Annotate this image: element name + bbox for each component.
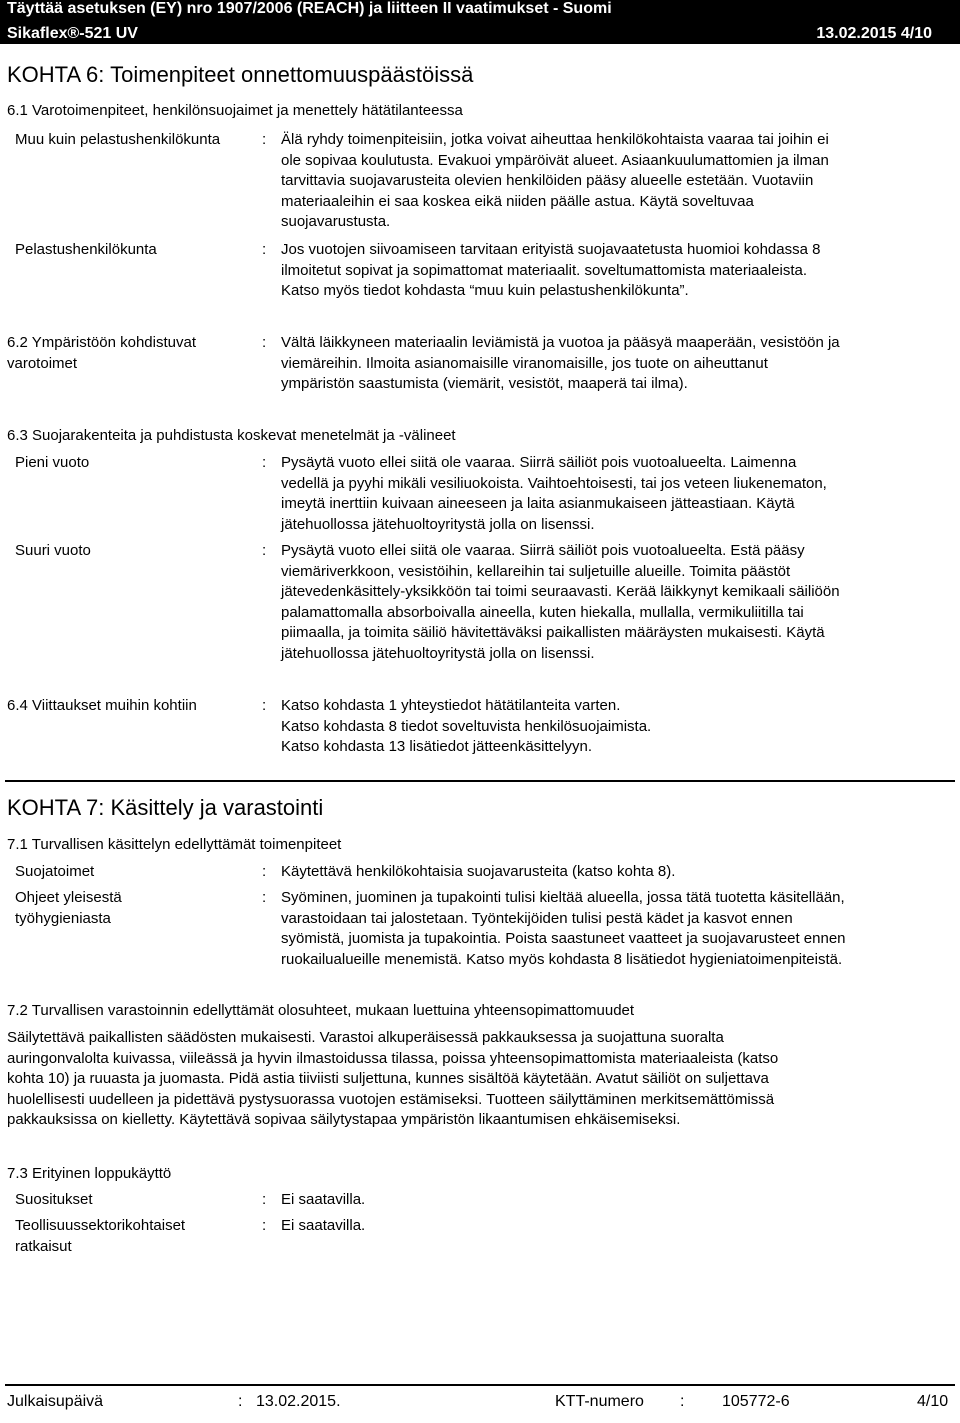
s63-label-small: Pieni vuoto (15, 454, 90, 471)
line: Syöminen, juominen ja tupakointi tulisi kieltää alueella, jossa tätä tuotetta käsitellään, (281, 889, 845, 906)
line: Säilytettävä paikallisten säädösten mukaisesti. Varastoi alkuperäisessä pakkauksessa ja suojattuna suoralta (7, 1029, 724, 1046)
colon: : (262, 454, 267, 471)
section7-title: KOHTA 7: Käsittely ja varastointi (7, 795, 324, 820)
footer-rule (5, 1384, 955, 1386)
line: viemäriverkkoon, vesistöihin, kellareihin tai suljetuille alueille. Toimita päästöt (281, 562, 791, 580)
colon: : (262, 863, 267, 880)
section6-title: KOHTA 6: Toimenpiteet onnettomuuspäästöissä (7, 62, 474, 87)
s61-text-emergency (281, 240, 951, 302)
s61-label-nonemergency: Muu kuin pelastushenkilökunta (15, 131, 221, 148)
s71-text-hygiene (281, 888, 951, 970)
line: palamattomalla absorboivalla aineella, kuten hiekalla, mullalla, vermikuliitilla tai (281, 603, 804, 621)
line: kohta 10) ja ruuasta ja juomasta. Pidä astia tiiviisti suljettuna, kunnes sisältöä käytetään. Avatut säiliöt on suljettava (7, 1070, 769, 1087)
regulation-header (0, 0, 960, 23)
colon: : (262, 334, 267, 351)
s62-label: 6.2 Ympäristöön kohdistuvat varotoimet (7, 334, 197, 372)
colon: : (262, 241, 267, 258)
line: ruokailualueille menemistä. Katso myös kohdasta 8 lisätiedot hygieniatoimenpiteistä. (281, 950, 843, 968)
s63-text-small (281, 453, 951, 535)
s71-label-protective: Suojatoimet (15, 863, 95, 880)
s71-text-protective (281, 862, 951, 883)
line: jätevedenkäsittely-yksikköön tai toimi seuraavasti. Kerää läikkynyt kemikaali säiliöön (281, 583, 840, 600)
section-rule (5, 780, 955, 782)
line: Jos vuotojen siivoamiseen tarvitaan erityistä suojavaatetusta huomioi kohdassa 8 (281, 241, 821, 258)
line: piimaalla, ja toimita säiliö hävitettäväksi paikallisten määräysten mukaisesti. Käytä (281, 624, 825, 641)
line: huolellisesti uudelleen ja pidettävä pystysuorassa vuotojen estämiseksi. Tuotteen säilyttäminen merkitsemättömissä (7, 1090, 775, 1108)
colon: : (262, 697, 267, 714)
line: vedellä ja pyyhi mikäli vesiliuokoista. Vaihtoehtoisesti, tai jos veteen liukenematon, (281, 474, 827, 492)
colon: : (262, 542, 267, 559)
footer-ktt-label: KTT-numero (555, 1393, 644, 1410)
footer-date-label: Julkaisupäivä (7, 1393, 104, 1410)
s71-label-hygiene: Ohjeet yleisestä työhygieniasta (15, 889, 122, 927)
line: Katso kohdasta 13 lisätiedot jätteenkäsittelyyn. (281, 738, 593, 755)
date-page: 13.02.2015 4/10 (816, 25, 932, 42)
s73-title: 7.3 Erityinen loppukäyttö (7, 1165, 172, 1182)
colon: : (262, 1191, 267, 1208)
regulation-text: Täyttää asetuksen (EY) nro 1907/2006 (REACH) ja liitteen II vaatimukset - Suomi (7, 0, 612, 17)
colon: : (238, 1393, 243, 1410)
line: ilmoitetut sopivat ja sopimattomat materiaalit. soveltumattomista materiaaleista. (281, 261, 808, 279)
s73-value-recommendations: Ei saatavilla. (281, 1191, 366, 1208)
line: Vältä läikkyneen materiaalin leviämistä ja vuotoa ja pääsyä maaperään, vesistöön ja (281, 334, 840, 351)
s62-text (281, 333, 951, 395)
product-name: Sikaflex®-521 UV (7, 25, 138, 42)
line: Käytettävä henkilökohtaisia suojavarusteita (katso kohta 8). (281, 863, 676, 880)
colon: : (262, 1217, 267, 1234)
s72-text (7, 1028, 952, 1131)
line: tarvittavia suojavarusteita olevien henkilöiden pääsy alueelle estetään. Vuotaviin (281, 172, 814, 189)
s63-text-large (281, 541, 951, 664)
s61-text-nonemergency (281, 130, 951, 233)
s63-title: 6.3 Suojarakenteita ja puhdistusta koskevat menetelmät ja -välineet (7, 427, 456, 444)
s61-title: 6.1 Varotoimenpiteet, henkilönsuojaimet ja menettely hätätilanteessa (7, 102, 463, 119)
colon: : (262, 131, 267, 148)
s71-title: 7.1 Turvallisen käsittelyn edellyttämät toimenpiteet (7, 836, 342, 853)
s63-label-large: Suuri vuoto (15, 542, 91, 559)
footer (0, 1390, 960, 1414)
line: Katso myös tiedot kohdasta “muu kuin pelastushenkilökunta”. (281, 282, 689, 299)
colon: : (680, 1393, 685, 1410)
line: ole sopivaa koulutusta. Evakuoi ympäröivät alueet. Asiaankuulumattomien ja ilman (281, 151, 829, 169)
s73-value-industrial: Ei saatavilla. (281, 1217, 366, 1234)
line: Pysäytä vuoto ellei siitä ole vaaraa. Siirrä säiliöt pois vuotoalueelta. Laimenna (281, 454, 797, 471)
s64-label: 6.4 Viittaukset muihin kohtiin (7, 697, 197, 714)
line: suojavarustusta. (281, 213, 391, 230)
colon: : (262, 889, 267, 906)
s72-title: 7.2 Turvallisen varastoinnin edellyttämät olosuhteet, mukaan luettuina yhteensopimattomuudet (7, 1002, 635, 1019)
line: auringonvalolta kuivassa, viileässä ja hyvin ilmastoidussa tilassa, poissa yhteensopimattomista materiaaleista (katso (7, 1049, 779, 1067)
line: ympäristön saastumista (viemärit, vesistöt, maaperä tai ilma). (281, 375, 688, 392)
line: syömistä, juomista ja tupakointia. Poista saastuneet vaatteet ja suojavarusteet ennen (281, 930, 846, 947)
s73-label-industrial: Teollisuussektorikohtaiset ratkaisut (15, 1217, 186, 1255)
s73-label-recommendations: Suositukset (15, 1191, 93, 1208)
line: viemäreihin. Ilmoita asianomaisille viranomaisille, jos tuote on aiheuttanut (281, 354, 768, 372)
line: Katso kohdasta 8 tiedot soveltuvista henkilösuojaimista. (281, 717, 652, 735)
product-header (0, 23, 960, 44)
footer-date-value: 13.02.2015. (256, 1393, 341, 1410)
line: imeytä inerttiin kuivaan aineeseen ja laita asianmukaiseen jätteastiaan. Käytä (281, 495, 795, 512)
line: jätehuollossa jätehuoltoyritystä jolla on lisenssi. (281, 644, 595, 662)
line: Katso kohdasta 1 yhteystiedot hätätilanteita varten. (281, 697, 621, 714)
s61-label-emergency: Pelastushenkilökunta (15, 241, 157, 258)
line: Älä ryhdy toimenpiteisiin, jotka voivat aiheuttaa henkilökohtaista vaaraa tai joihin ei (281, 131, 829, 148)
footer-ktt-value: 105772-6 (722, 1393, 790, 1410)
line: materiaaleihin ei saa koskea eikä niiden päälle astua. Käytä soveltuvaa (281, 192, 754, 210)
footer-page: 4/10 (917, 1393, 949, 1410)
line: jätehuollossa jätehuoltoyritystä jolla on lisenssi. (281, 515, 595, 533)
line: pakkauksissa on kielletty. Käytettävä sopivaa säilytystapaa ympäristön likaantumisen ehkäisemiseksi. (7, 1111, 681, 1128)
line: varastoidaan tai jalostetaan. Työntekijöiden tulisi pestä kädet ja kasvot ennen (281, 909, 793, 927)
line: Pysäytä vuoto ellei siitä ole vaaraa. Siirrä säiliöt pois vuotoalueelta. Estä pääsy (281, 542, 805, 559)
s64-text (281, 696, 951, 758)
